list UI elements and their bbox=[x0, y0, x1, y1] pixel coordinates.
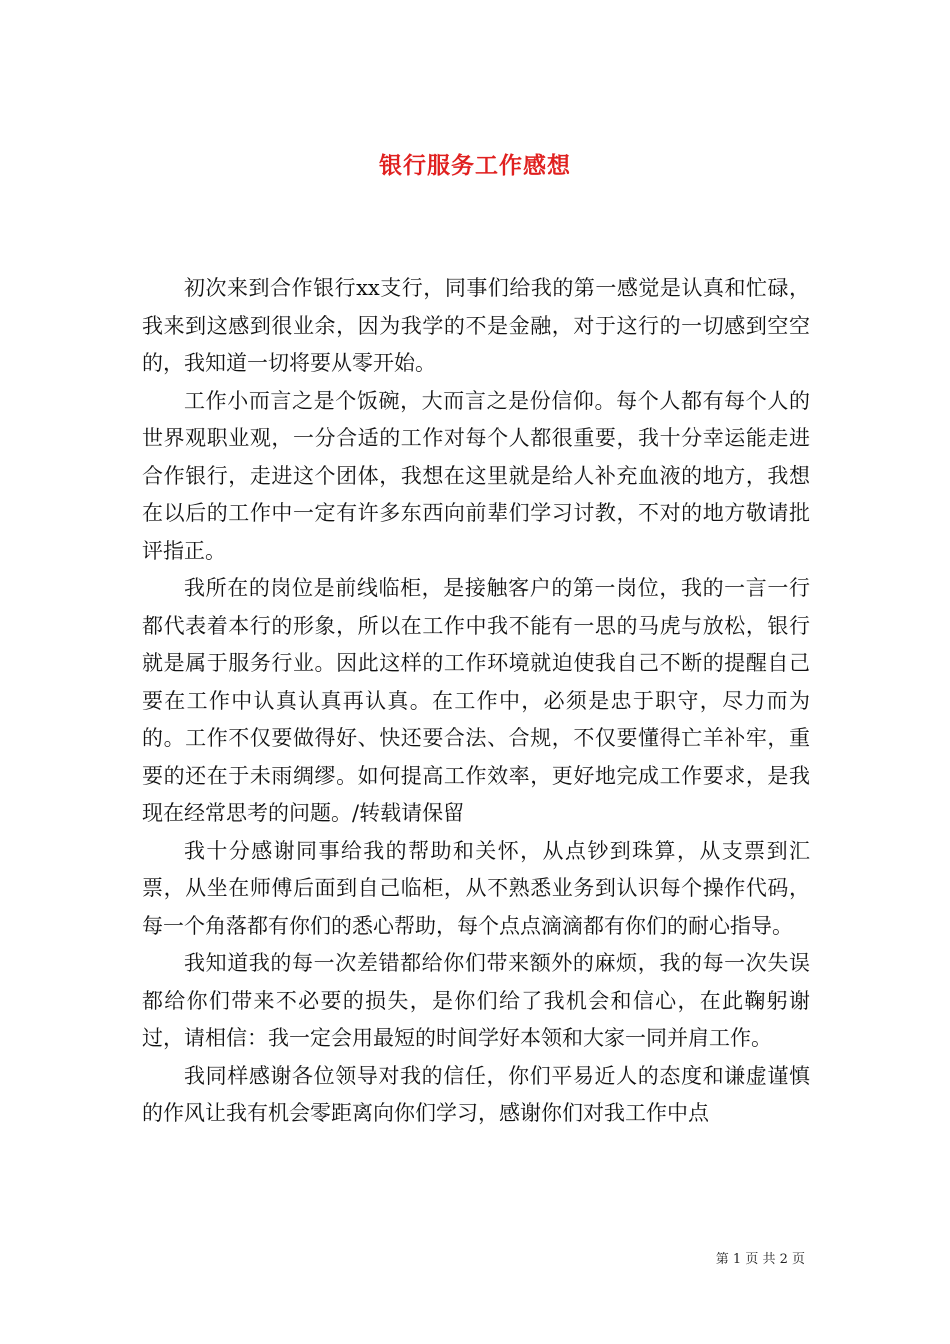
paragraph-1: 初次来到合作银行xx支行，同事们给我的第一感觉是认真和忙碌，我来到这感到很业余，因为我学的不是金融，对于这行的一切感到空空的，我知道一切将要从零开始。 bbox=[142, 276, 810, 375]
page-number-footer: 第 1 页 共 2 页 bbox=[715, 1252, 805, 1267]
paragraph-5: 我知道我的每一次差错都给你们带来额外的麻烦，我的每一次失误都给你们带来不必要的损失，是你们给了我机会和信心，在此鞠躬谢过，请相信：我一定会用最短的时间学好本领和大家一同并肩工作。 bbox=[142, 951, 810, 1050]
document-title: 银行服务工作感想 bbox=[379, 152, 571, 180]
document-body bbox=[142, 270, 810, 1133]
paragraph-6: 我同样感谢各位领导对我的信任，你们平易近人的态度和谦虚谨慎的作风让我有机会零距离向你们学习，感谢你们对我工作中点 bbox=[142, 1063, 810, 1125]
paragraph-3: 我所在的岗位是前线临柜，是接触客户的第一岗位，我的一言一行都代表着本行的形象，所以在工作中我不能有一思的马虎与放松，银行就是属于服务行业。因此这样的工作环境就迫使我自己不断的提醒自己要在工作中认真认真再认真。在工作中，必须是忠于职守，尽力而为的。工作不仅要做得好、快还要合法、合规，不仅要懂得亡羊补牢，重要的还在于未雨绸缪。如何提高工作效率，更好地完成工作要求，是我现在经常思考的问题。/转载请保留 bbox=[142, 576, 810, 825]
paragraph-4: 我十分感谢同事给我的帮助和关怀，从点钞到珠算，从支票到汇票，从坐在师傅后面到自己临柜，从不熟悉业务到认识每个操作代码，每一个角落都有你们的悉心帮助，每个点点滴滴都有你们的耐心指导。 bbox=[142, 838, 810, 938]
paragraph-2: 工作小而言之是个饭碗，大而言之是份信仰。每个人都有每个人的世界观职业观，一分合适的工作对每个人都很重要，我十分幸运能走进合作银行，走进这个团体，我想在这里就是给人补充血液的地方，我想在以后的工作中一定有许多东西向前辈们学习讨教，不对的地方敬请批评指正。 bbox=[142, 388, 810, 563]
